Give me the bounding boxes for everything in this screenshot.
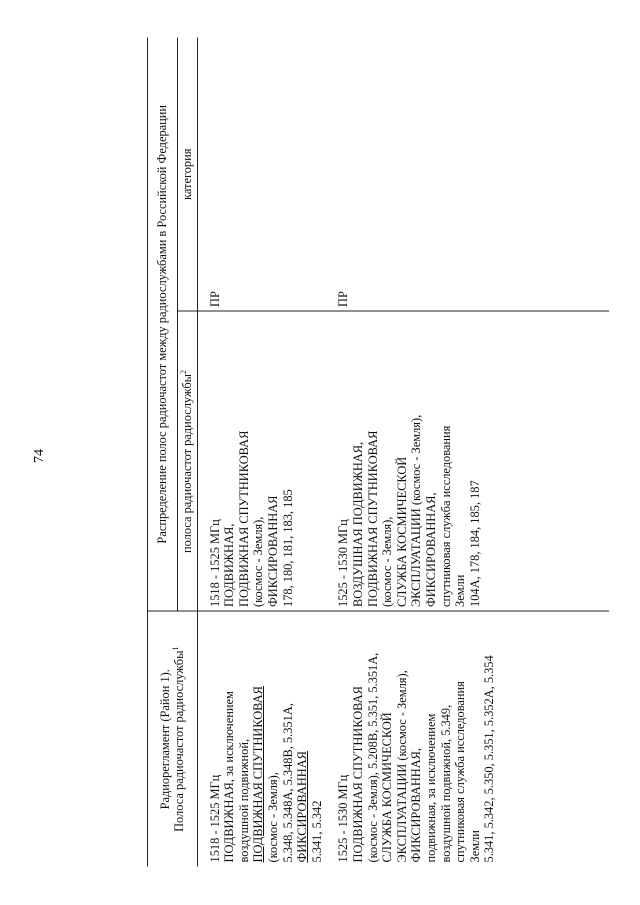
cell-line: (космос - Земля), bbox=[380, 516, 395, 607]
row1-col2 bbox=[197, 312, 326, 612]
header-col3: категория bbox=[178, 38, 198, 312]
page-number: 74 bbox=[32, 449, 47, 463]
document-table-container bbox=[147, 38, 609, 867]
table-row bbox=[197, 38, 326, 867]
cell-line: СЛУЖБА КОСМИЧЕСКОЙ bbox=[394, 456, 409, 607]
header-col2-label: полоса радиочастот радиослужбы bbox=[180, 374, 194, 554]
cell-line: воздушной подвижной, 5.349, bbox=[438, 704, 453, 863]
header-col1-line2-wrap bbox=[172, 616, 187, 863]
cell-line: ЭКСПЛУАТАЦИИ (космос - Земля), bbox=[394, 670, 409, 863]
cell-line: Земли bbox=[467, 830, 482, 863]
cell-line: ПОДВИЖНАЯ СПУТНИКОВАЯ bbox=[251, 686, 266, 863]
cell-line: ПОДВИЖНАЯ СПУТНИКОВАЯ bbox=[350, 686, 365, 863]
cell-line: подвижная, за исключением bbox=[423, 713, 438, 863]
cell-line: (космос - Земля), 5.208B, 5.351, 5.351A, bbox=[365, 652, 380, 863]
cell-line: ЭКСПЛУАТАЦИИ (космос - Земля), bbox=[409, 414, 424, 607]
cell-line: воздушной подвижной, bbox=[236, 738, 251, 863]
cell-line: 1525 - 1530 МГц bbox=[336, 519, 351, 607]
cell-line: 5.341, 5.342 bbox=[309, 800, 324, 863]
cell-line: 1518 - 1525 МГц bbox=[207, 519, 222, 607]
cell-line: ФИКСИРОВАННАЯ, bbox=[423, 492, 438, 607]
header-col2 bbox=[178, 312, 198, 612]
cell-line: (космос - Земля), bbox=[251, 516, 266, 607]
cell-line: 1525 - 1530 МГц bbox=[336, 774, 351, 863]
row2-col1 bbox=[326, 612, 609, 867]
row2-col3: ПР bbox=[336, 291, 351, 307]
header-col2-footnote: 2 bbox=[178, 370, 188, 374]
header-col1 bbox=[148, 612, 198, 867]
cell-line: 178, 180, 181, 183, 185 bbox=[280, 489, 295, 607]
cell-line: спутниковая служба исследования bbox=[438, 425, 453, 607]
cell-line: ПОДВИЖНАЯ, за исключением bbox=[222, 691, 237, 863]
header-col1-line1: Радиорегламент (Район 1). bbox=[157, 669, 172, 810]
frequency-allocation-table bbox=[147, 38, 609, 867]
row2-col2 bbox=[326, 312, 609, 612]
cell-line: ВОЗДУШНАЯ ПОДВИЖНАЯ, bbox=[350, 441, 365, 607]
cell-line: ПОДВИЖНАЯ СПУТНИКОВАЯ bbox=[365, 430, 380, 607]
table-row bbox=[326, 38, 609, 867]
cell-line: 5.341, 5.342, 5.350, 5.351, 5.352A, 5.354 bbox=[482, 655, 497, 863]
cell-line: спутниковая служба исследования bbox=[453, 681, 468, 863]
cell-line: ФИКСИРОВАННАЯ, bbox=[409, 747, 424, 863]
cell-line: 1518 - 1525 МГц bbox=[207, 774, 222, 863]
table-header-row bbox=[148, 38, 178, 867]
cell-line: (космос - Земля), bbox=[265, 772, 280, 863]
cell-line: ПОДВИЖНАЯ СПУТНИКОВАЯ bbox=[236, 430, 251, 607]
cell-line: ФИКСИРОВАННАЯ bbox=[265, 495, 280, 607]
header-group: Распределение полос радиочастот между радиослужбами в Российской Федерации bbox=[148, 38, 178, 612]
cell-line: 5.348, 5.348A, 5.348B, 5.351A, bbox=[280, 703, 295, 863]
cell-line: ФИКСИРОВАННАЯ bbox=[295, 751, 310, 863]
header-col1-line2: Полоса радиочастот радиослужбы bbox=[172, 650, 187, 832]
cell-line: 104A, 178, 184, 185, 187 bbox=[467, 480, 482, 607]
header-col1-footnote: 1 bbox=[171, 646, 181, 651]
cell-line: ПОДВИЖНАЯ, bbox=[222, 523, 237, 607]
row1-col3: ПР bbox=[207, 291, 222, 307]
cell-line: СЛУЖБА КОСМИЧЕСКОЙ bbox=[380, 712, 395, 863]
row1-col1 bbox=[197, 612, 326, 867]
cell-line: Земли bbox=[453, 574, 468, 607]
